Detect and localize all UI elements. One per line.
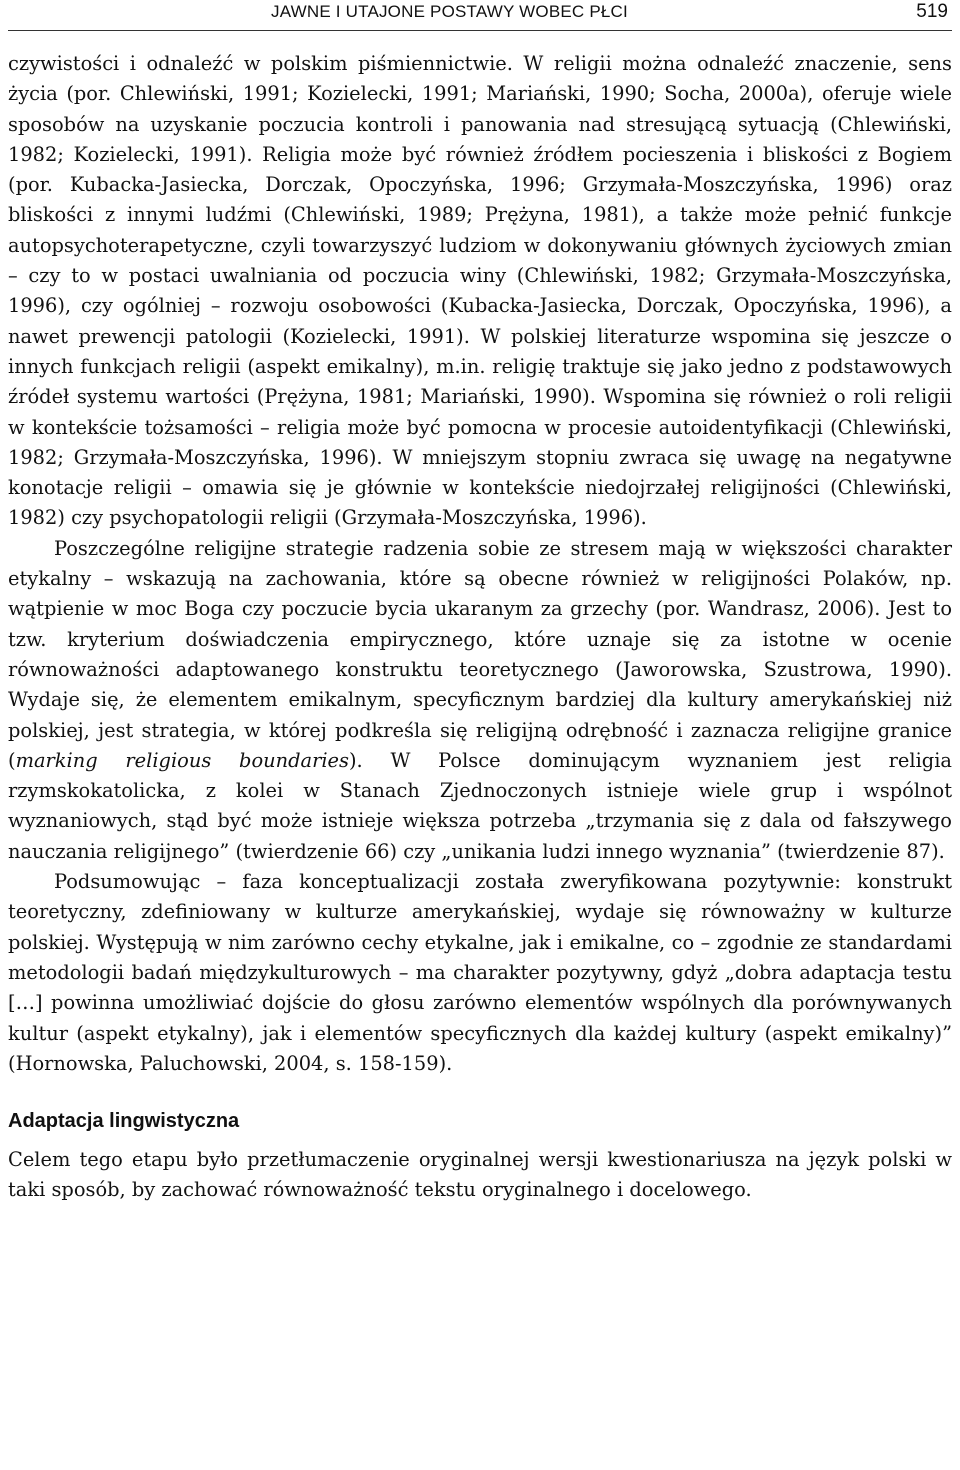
paragraph-4: Celem tego etapu było przetłumaczenie oryginalnej wersji kwestionariusza na język polski w taki sposób, by zachować równoważność tekstu oryginalnego i docelowego. (8, 1148, 952, 1202)
body-text (8, 49, 952, 1079)
running-title: JAWNE I UTAJONE POSTAWY WOBEC PŁCI (271, 2, 628, 21)
section-body (8, 1145, 952, 1206)
paragraph-3: Podsumowując – faza konceptualizacji została zweryfikowana pozytywnie: konstrukt teoretyczny, zdefiniowany w kulturze amerykańskiej, wydaje się równoważny w kulturze polskiej. Występują w nim zarówno cechy etykalne, jak i emikalne, co – zgodnie ze standardami metodologii badań międzykulturowych – ma charakter pozytywny, gdyż „dobra adaptacja testu […] powinna umożliwiać dojście do głosu zarówno elementów wspólnych dla porównywanych kultur (aspekt etykalny), jak i elementów specyficznych dla każdej kultury (aspekt emikalny)” (Hornowska, Paluchowski, 2004, s. 158-159). (8, 870, 952, 1075)
paragraph-1: czywistości i odnaleźć w polskim piśmiennictwie. W religii można odnaleźć znaczenie, sens życia (por. Chlewiński, 1991; Kozielecki, 1991; Mariański, 1990; Socha, 2000a), oferuje wiele sposobów na uzyskanie poczucia kontroli i panowania nad stresującą sytuacją (Chlewiński, 1982; Kozielecki, 1991). Religia może być również źródłem pocieszenia i bliskości z Bogiem (por. Kubacka-Jasiecka, Dorczak, Opoczyńska, 1996; Grzymała-Moszczyńska, 1996) oraz bliskości z innymi ludźmi (Chlewiński, 1989; Prężyna, 1981), a także może pełnić funkcje autopsychoterapetyczne, czyli towarzyszyć ludziom w dokonywaniu głównych życiowych zmian – czy to w postaci uwalniania od poczucia winy (Chlewiński, 1982; Grzymała-Moszczyńska, 1996), czy ogólniej – rozwoju osobowości (Kubacka-Jasiecka, Dorczak, Opoczyńska, 1996), a nawet prewencji patologii (Kozielecki, 1991). W polskiej literaturze wspomina się jeszcze o innych funkcjach religii (aspekt emikalny), m.in. religię traktuje się jako jedno z podstawowych źródeł systemu wartości (Prężyna, 1981; Mariański, 1990). Wspomina się również o roli religii w kontekście tożsamości – religia może być pomocna w procesie autoidentyfikacji (Chlewiński, 1982; Grzymała-Moszczyńska, 1996). W mniejszym stopniu zwraca się uwagę na negatywne konotacje religii – omawia się je głównie w kontekście niedojrzałej religijności (Chlewiński, 1982) czy psychopatologii religii (Grzymała-Moszczyńska, 1996). (8, 52, 952, 530)
section-heading: Adaptacja lingwistyczna (8, 1110, 240, 1133)
paragraph-2-text-a: Poszczególne religijne strategie radzenia sobie ze stresem mają w większości charakter etykalny – wskazują na zachowania, które są obecne również w religijności Polaków, np. wątpienie w moc Boga czy poczucie bycia ukaranym za grzechy (por. Wandrasz, 2006). Jest to tzw. kryterium doświadczenia empirycznego, które uznaje się za istotne w ocenie równoważności adaptowanego konstruktu teoretycznego (Jaworowska, Szustrowa, 1990). Wydaje się, że elementem emikalnym, specyficznym bardziej dla kultury amerykańskiej niż polskiej, jest strategia, w której podkreśla się religijną odrębność i zaznacza religijne granice ( (8, 536, 952, 772)
paragraph-2-italic-term: marking religious boundaries (15, 748, 349, 772)
paragraph-2-text-b: ). W Polsce dominującym wyznaniem jest religia rzymskokatolicka, z kolei w Stanach Zjednoczonych istnieje wiele grup i wspólnot wyznaniowych, stąd być może istnieje większa potrzeba „trzymania się z dala od fałszywego nauczania religijnego” (twierdzenie 66) czy „unikania ludzi innego wyznania” (twierdzenie 87). (8, 748, 952, 863)
running-header (8, 0, 952, 31)
page (8, 0, 952, 1206)
page-number: 519 (916, 1, 948, 22)
paragraph-2 (8, 534, 952, 867)
